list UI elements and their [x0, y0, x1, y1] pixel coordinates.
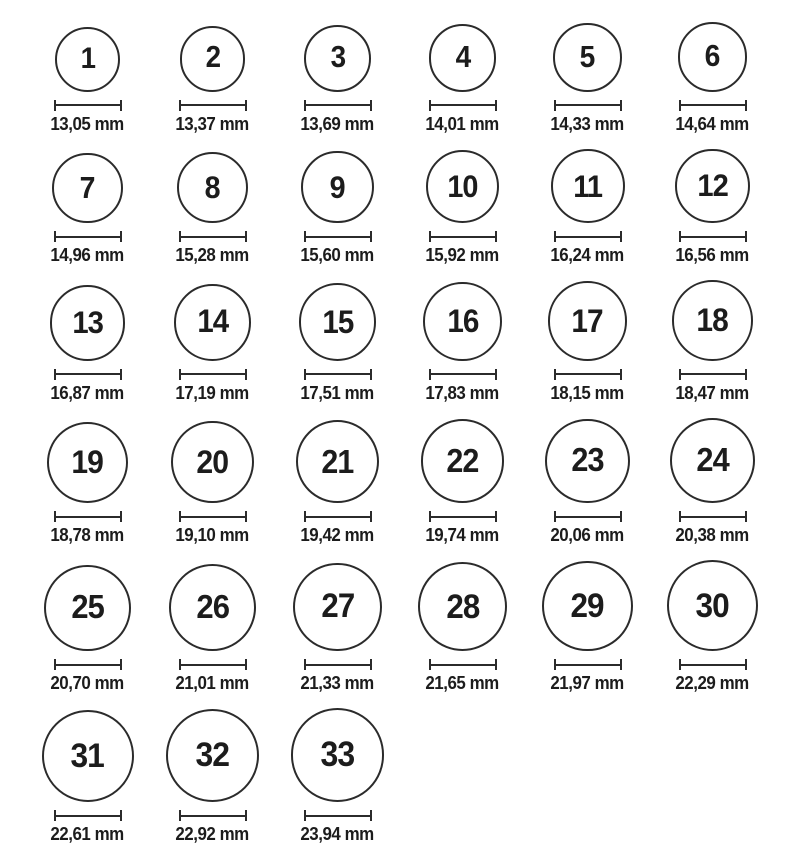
chart-row — [25, 149, 800, 267]
ring-circle — [50, 285, 126, 361]
ring-circle — [299, 283, 377, 361]
diameter-label: 19,42 mm — [300, 525, 375, 546]
diameter-measure-line — [304, 659, 372, 670]
diameter-measure-line — [679, 231, 747, 242]
ring-size-item — [25, 285, 150, 404]
diameter-label: 21,33 mm — [300, 673, 375, 694]
ring-size-number: 21 — [321, 443, 354, 481]
ring-circle — [672, 280, 752, 360]
diameter-label: 19,74 mm — [425, 525, 500, 546]
diameter-label: 20,06 mm — [550, 525, 625, 546]
diameter-label: 17,19 mm — [175, 382, 250, 403]
diameter-label: 13,37 mm — [175, 113, 250, 134]
diameter-label: 14,96 mm — [50, 245, 125, 266]
diameter-label: 22,61 mm — [50, 824, 125, 845]
ring-size-number: 17 — [571, 302, 604, 339]
ring-size-item — [25, 710, 150, 845]
ring-size-item — [400, 150, 525, 266]
diameter-measure-line — [304, 810, 372, 821]
ring-circle — [171, 421, 253, 503]
diameter-label: 17,83 mm — [425, 382, 500, 403]
ring-size-number: 31 — [70, 737, 105, 776]
ring-size-item — [150, 709, 275, 845]
ring-circle — [52, 153, 122, 223]
ring-size-item — [275, 151, 400, 266]
diameter-measure-line — [679, 659, 747, 670]
ring-size-item — [150, 421, 275, 546]
diameter-label: 21,97 mm — [550, 673, 625, 694]
diameter-label: 14,01 mm — [425, 113, 500, 134]
ring-size-item — [275, 563, 400, 694]
ring-size-item — [25, 153, 150, 266]
ring-size-number: 22 — [446, 442, 479, 480]
ring-size-item — [650, 280, 775, 403]
ring-size-item — [525, 281, 650, 403]
diameter-measure-line — [304, 511, 372, 522]
diameter-measure-line — [429, 511, 497, 522]
diameter-measure-line — [179, 100, 247, 111]
ring-circle — [678, 22, 748, 92]
ring-circle — [667, 560, 758, 651]
diameter-label: 13,69 mm — [300, 113, 375, 134]
chart-row — [25, 708, 800, 845]
diameter-label: 15,60 mm — [300, 245, 375, 266]
ring-size-item — [150, 152, 275, 266]
ring-circle — [426, 150, 499, 223]
ring-size-number: 23 — [571, 442, 604, 480]
ring-size-number: 24 — [696, 441, 729, 479]
diameter-label: 15,28 mm — [175, 245, 250, 266]
ring-circle — [423, 282, 502, 361]
ring-size-number: 4 — [455, 40, 470, 75]
ring-circle — [169, 564, 257, 652]
diameter-measure-line — [679, 369, 747, 380]
chart-row — [25, 418, 800, 547]
diameter-measure-line — [304, 369, 372, 380]
diameter-label: 16,24 mm — [550, 245, 625, 266]
diameter-label: 14,33 mm — [550, 113, 625, 134]
ring-size-item — [525, 419, 650, 547]
ring-size-number: 20 — [196, 442, 229, 480]
diameter-label: 13,05 mm — [50, 113, 125, 134]
ring-size-item — [275, 25, 400, 135]
ring-size-number: 30 — [695, 586, 730, 625]
diameter-measure-line — [54, 100, 122, 111]
ring-size-item — [400, 24, 525, 135]
ring-circle — [42, 710, 134, 802]
diameter-label: 19,10 mm — [175, 525, 250, 546]
diameter-measure-line — [304, 100, 372, 111]
chart-row — [25, 560, 800, 694]
ring-size-number: 5 — [580, 39, 595, 74]
ring-size-number: 8 — [204, 170, 220, 206]
ring-size-item — [400, 419, 525, 546]
ring-size-number: 2 — [205, 41, 220, 75]
ring-circle — [421, 419, 505, 503]
ring-size-number: 16 — [446, 303, 479, 340]
ring-size-number: 6 — [705, 38, 720, 74]
ring-size-item — [275, 283, 400, 404]
diameter-measure-line — [429, 231, 497, 242]
ring-size-number: 33 — [320, 734, 355, 774]
diameter-label: 21,65 mm — [425, 673, 500, 694]
ring-size-number: 3 — [330, 40, 345, 74]
diameter-label: 15,92 mm — [425, 245, 500, 266]
ring-circle — [55, 27, 120, 92]
diameter-measure-line — [554, 100, 622, 111]
ring-size-number: 14 — [197, 303, 228, 340]
ring-circle — [177, 152, 248, 223]
ring-size-item — [650, 149, 775, 267]
ring-size-number: 7 — [80, 169, 95, 205]
ring-size-item — [25, 27, 150, 135]
ring-size-item — [525, 149, 650, 266]
ring-size-item — [150, 564, 275, 695]
ring-circle — [675, 149, 750, 224]
ring-circle — [291, 708, 385, 802]
diameter-label: 22,92 mm — [175, 824, 250, 845]
ring-size-item — [400, 282, 525, 404]
diameter-label: 17,51 mm — [300, 382, 375, 403]
ring-circle — [418, 562, 507, 651]
ring-size-number: 15 — [322, 303, 353, 340]
ring-circle — [429, 24, 497, 92]
diameter-label: 18,47 mm — [675, 382, 750, 403]
ring-size-number: 25 — [71, 589, 104, 627]
ring-circle — [301, 151, 373, 223]
ring-circle — [293, 563, 381, 651]
diameter-measure-line — [54, 511, 122, 522]
ring-circle — [304, 25, 371, 92]
ring-size-item — [650, 560, 775, 694]
diameter-measure-line — [679, 511, 747, 522]
diameter-label: 14,64 mm — [675, 113, 750, 134]
ring-circle — [542, 561, 632, 651]
ring-size-number: 29 — [570, 587, 605, 626]
diameter-label: 22,29 mm — [675, 673, 750, 694]
diameter-label: 21,01 mm — [175, 673, 250, 694]
ring-size-number: 10 — [447, 169, 478, 205]
diameter-measure-line — [429, 369, 497, 380]
diameter-measure-line — [54, 369, 122, 380]
diameter-measure-line — [179, 810, 247, 821]
ring-circle — [670, 418, 756, 504]
diameter-measure-line — [554, 659, 622, 670]
ring-size-item — [275, 420, 400, 546]
chart-row — [25, 22, 800, 135]
diameter-measure-line — [429, 659, 497, 670]
diameter-label: 20,38 mm — [675, 525, 750, 546]
diameter-label: 18,78 mm — [50, 525, 125, 546]
ring-size-number: 13 — [72, 303, 103, 340]
diameter-measure-line — [554, 511, 622, 522]
diameter-label: 20,70 mm — [50, 673, 125, 694]
ring-circle — [174, 284, 251, 361]
ring-size-number: 18 — [696, 302, 729, 339]
ring-size-number: 28 — [445, 587, 479, 626]
ring-size-number: 11 — [573, 167, 602, 204]
ring-size-number: 12 — [697, 167, 728, 204]
diameter-measure-line — [54, 659, 122, 670]
ring-size-item — [275, 708, 400, 845]
ring-size-item — [25, 422, 150, 546]
ring-size-number: 19 — [71, 443, 104, 481]
ring-circle — [296, 420, 379, 503]
diameter-measure-line — [304, 231, 372, 242]
ring-size-item — [25, 565, 150, 695]
ring-circle — [551, 149, 625, 223]
ring-size-number: 9 — [329, 169, 346, 205]
ring-size-item — [150, 26, 275, 135]
diameter-measure-line — [179, 511, 247, 522]
ring-size-item — [650, 22, 775, 135]
ring-circle — [553, 23, 622, 92]
ring-size-item — [525, 561, 650, 694]
ring-circle — [548, 281, 627, 360]
ring-circle — [44, 565, 131, 652]
ring-circle — [166, 709, 259, 802]
diameter-measure-line — [54, 231, 122, 242]
diameter-measure-line — [54, 810, 122, 821]
ring-size-item — [525, 23, 650, 135]
ring-circle — [47, 422, 128, 503]
diameter-label: 16,56 mm — [675, 245, 750, 266]
ring-circle — [180, 26, 246, 92]
diameter-measure-line — [179, 231, 247, 242]
ring-size-item — [400, 562, 525, 694]
ring-size-number: 27 — [321, 587, 354, 626]
ring-size-number: 1 — [80, 42, 95, 75]
diameter-measure-line — [179, 659, 247, 670]
ring-size-item — [650, 418, 775, 547]
ring-size-number: 32 — [195, 736, 230, 775]
ring-circle — [545, 419, 630, 504]
diameter-label: 18,15 mm — [550, 382, 625, 403]
chart-row — [25, 280, 800, 403]
diameter-measure-line — [679, 100, 747, 111]
diameter-measure-line — [429, 100, 497, 111]
ring-size-number: 26 — [196, 587, 229, 626]
ring-size-item — [150, 284, 275, 404]
diameter-measure-line — [554, 231, 622, 242]
diameter-label: 23,94 mm — [300, 824, 375, 845]
diameter-measure-line — [179, 369, 247, 380]
diameter-measure-line — [554, 369, 622, 380]
diameter-label: 16,87 mm — [50, 382, 125, 403]
